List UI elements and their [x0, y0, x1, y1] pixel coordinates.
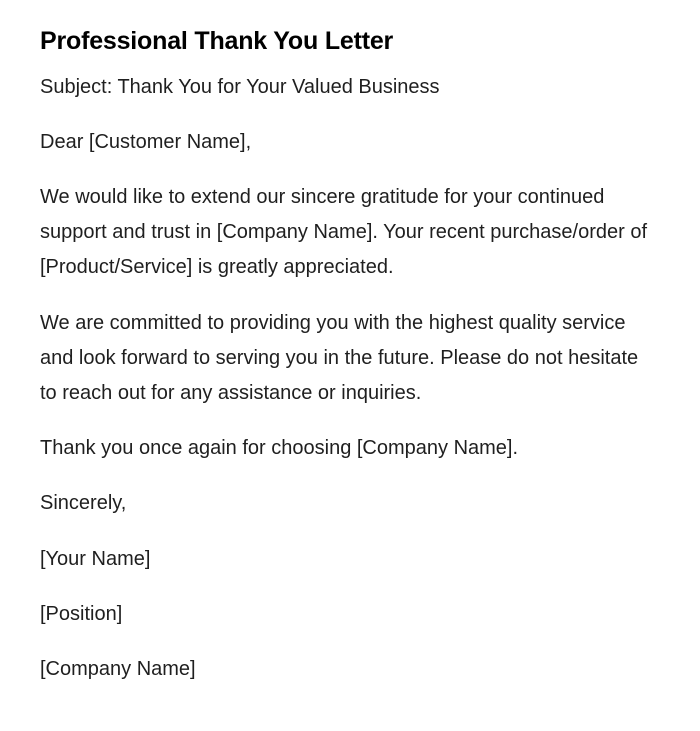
signature-company: [Company Name] — [40, 658, 196, 680]
letter-greeting: Dear [Customer Name], — [40, 131, 252, 153]
letter-subject: Subject: Thank You for Your Valued Business — [40, 76, 440, 98]
letter-paragraph-gratitude: We would like to extend our sincere gratitude for your continued support and trust in [Company Name]. Your recent purchase/order of [Product/Service] is greatly appreciated. — [40, 186, 648, 278]
letter-signoff: Sincerely, — [40, 492, 127, 514]
letter-title: Professional Thank You Letter — [40, 27, 394, 55]
letter-paragraph-commitment: We are committed to providing you with the highest quality service and look forward to serving you in the future. Please do not hesitate to reach out for any assistance or inquiries. — [40, 312, 639, 404]
signature-name: [Your Name] — [40, 548, 151, 570]
letter-paragraph-closing: Thank you once again for choosing [Company Name]. — [40, 437, 519, 459]
signature-position: [Position] — [40, 603, 123, 625]
